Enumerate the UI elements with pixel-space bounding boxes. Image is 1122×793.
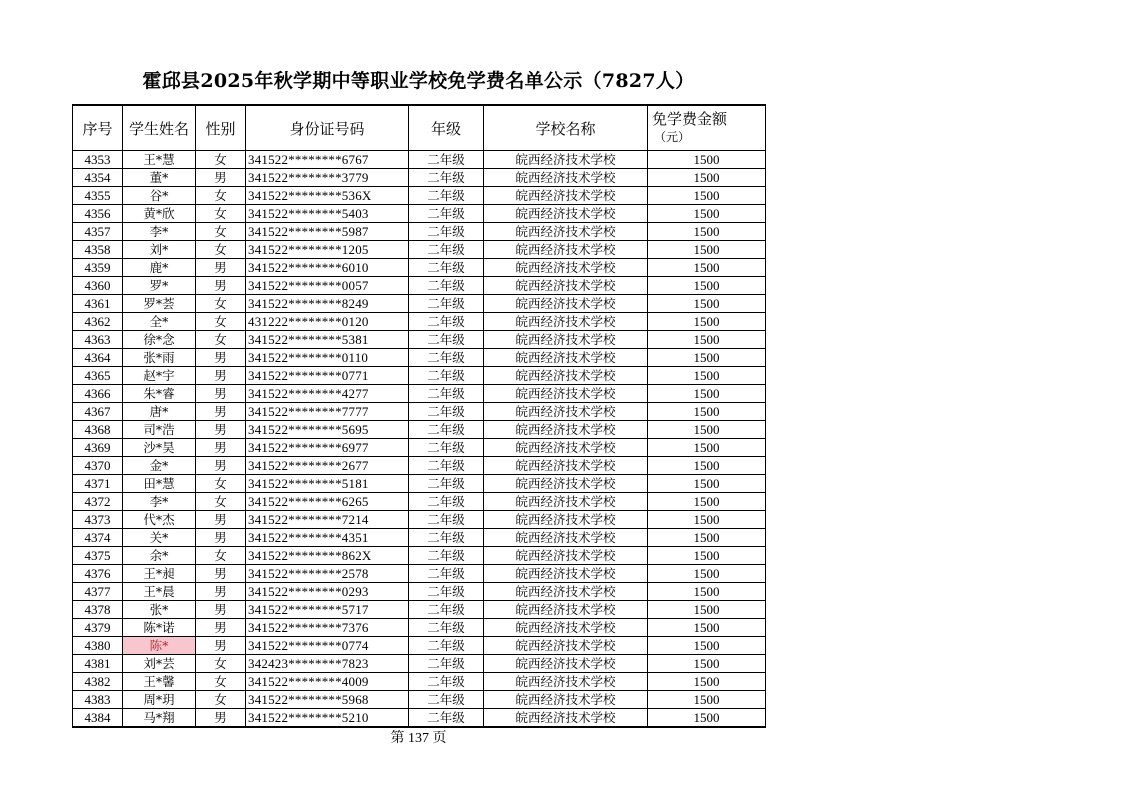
cell-seq: 4383 (73, 691, 123, 709)
cell-amount: 1500 (648, 583, 766, 601)
cell-school: 皖西经济技术学校 (484, 619, 648, 637)
cell-seq: 4384 (73, 709, 123, 728)
cell-student-name: 王*昶 (123, 565, 196, 583)
cell-amount: 1500 (648, 565, 766, 583)
cell-school: 皖西经济技术学校 (484, 529, 648, 547)
cell-student-name: 赵*宇 (123, 367, 196, 385)
cell-grade: 二年级 (409, 619, 484, 637)
cell-gender: 男 (196, 439, 246, 457)
cell-school: 皖西经济技术学校 (484, 367, 648, 385)
table-row (73, 277, 766, 295)
cell-seq: 4377 (73, 583, 123, 601)
cell-id-number: 341522********6010 (246, 259, 409, 277)
cell-gender: 男 (196, 709, 246, 728)
cell-gender: 男 (196, 169, 246, 187)
table-row (73, 673, 766, 691)
cell-seq: 4378 (73, 601, 123, 619)
cell-grade: 二年级 (409, 547, 484, 565)
cell-student-name: 唐* (123, 403, 196, 421)
cell-grade: 二年级 (409, 367, 484, 385)
table-row (73, 169, 766, 187)
table-row (73, 367, 766, 385)
table-row (73, 331, 766, 349)
cell-student-name: 董* (123, 169, 196, 187)
cell-id-number: 342423********7823 (246, 655, 409, 673)
cell-grade: 二年级 (409, 475, 484, 493)
cell-seq: 4362 (73, 313, 123, 331)
cell-seq: 4357 (73, 223, 123, 241)
cell-student-name: 王*馨 (123, 673, 196, 691)
cell-grade: 二年级 (409, 511, 484, 529)
table-header-row (73, 105, 766, 151)
cell-id-number: 341522********7214 (246, 511, 409, 529)
cell-gender: 女 (196, 691, 246, 709)
cell-school: 皖西经济技术学校 (484, 295, 648, 313)
cell-id-number: 431222********0120 (246, 313, 409, 331)
cell-grade: 二年级 (409, 187, 484, 205)
cell-student-name: 王*慧 (123, 151, 196, 169)
cell-seq: 4382 (73, 673, 123, 691)
cell-school: 皖西经济技术学校 (484, 709, 648, 728)
cell-gender: 男 (196, 367, 246, 385)
cell-school: 皖西经济技术学校 (484, 259, 648, 277)
cell-school: 皖西经济技术学校 (484, 151, 648, 169)
cell-amount: 1500 (648, 637, 766, 655)
cell-id-number: 341522********6265 (246, 493, 409, 511)
cell-gender: 男 (196, 583, 246, 601)
cell-amount: 1500 (648, 493, 766, 511)
cell-grade: 二年级 (409, 241, 484, 259)
cell-amount: 1500 (648, 547, 766, 565)
cell-amount: 1500 (648, 169, 766, 187)
cell-amount: 1500 (648, 313, 766, 331)
header-amount (648, 105, 766, 151)
cell-grade: 二年级 (409, 421, 484, 439)
cell-amount: 1500 (648, 421, 766, 439)
cell-grade: 二年级 (409, 565, 484, 583)
cell-gender: 女 (196, 547, 246, 565)
cell-school: 皖西经济技术学校 (484, 691, 648, 709)
cell-student-name: 马*翔 (123, 709, 196, 728)
cell-seq: 4380 (73, 637, 123, 655)
cell-seq: 4370 (73, 457, 123, 475)
cell-seq: 4353 (73, 151, 123, 169)
cell-id-number: 341522********5987 (246, 223, 409, 241)
cell-grade: 二年级 (409, 151, 484, 169)
table-row (73, 385, 766, 403)
cell-amount: 1500 (648, 619, 766, 637)
cell-seq: 4365 (73, 367, 123, 385)
table-row (73, 295, 766, 313)
cell-gender: 女 (196, 205, 246, 223)
cell-amount: 1500 (648, 439, 766, 457)
cell-id-number: 341522********4009 (246, 673, 409, 691)
cell-school: 皖西经济技术学校 (484, 403, 648, 421)
cell-amount: 1500 (648, 709, 766, 728)
cell-id-number: 341522********7376 (246, 619, 409, 637)
cell-gender: 男 (196, 385, 246, 403)
cell-id-number: 341522********6767 (246, 151, 409, 169)
cell-seq: 4372 (73, 493, 123, 511)
cell-id-number: 341522********0771 (246, 367, 409, 385)
cell-amount: 1500 (648, 295, 766, 313)
cell-gender: 女 (196, 313, 246, 331)
cell-amount: 1500 (648, 511, 766, 529)
cell-student-name: 金* (123, 457, 196, 475)
cell-seq: 4359 (73, 259, 123, 277)
cell-school: 皖西经济技术学校 (484, 205, 648, 223)
table-row (73, 439, 766, 457)
table-row (73, 529, 766, 547)
cell-id-number: 341522********862X (246, 547, 409, 565)
cell-grade: 二年级 (409, 259, 484, 277)
cell-amount: 1500 (648, 331, 766, 349)
cell-grade: 二年级 (409, 493, 484, 511)
cell-amount: 1500 (648, 529, 766, 547)
header-grade: 年级 (409, 105, 484, 151)
cell-grade: 二年级 (409, 403, 484, 421)
cell-grade: 二年级 (409, 277, 484, 295)
cell-seq: 4366 (73, 385, 123, 403)
cell-grade: 二年级 (409, 583, 484, 601)
cell-school: 皖西经济技术学校 (484, 187, 648, 205)
cell-seq: 4371 (73, 475, 123, 493)
cell-id-number: 341522********5717 (246, 601, 409, 619)
cell-school: 皖西经济技术学校 (484, 223, 648, 241)
cell-school: 皖西经济技术学校 (484, 493, 648, 511)
cell-grade: 二年级 (409, 637, 484, 655)
cell-id-number: 341522********5181 (246, 475, 409, 493)
table-row (73, 619, 766, 637)
table-row (73, 151, 766, 169)
cell-id-number: 341522********2677 (246, 457, 409, 475)
cell-student-name: 全* (123, 313, 196, 331)
cell-amount: 1500 (648, 403, 766, 421)
cell-school: 皖西经济技术学校 (484, 439, 648, 457)
cell-student-name: 王*晨 (123, 583, 196, 601)
cell-seq: 4363 (73, 331, 123, 349)
cell-amount: 1500 (648, 223, 766, 241)
cell-school: 皖西经济技术学校 (484, 673, 648, 691)
cell-seq: 4369 (73, 439, 123, 457)
table-row (73, 655, 766, 673)
cell-id-number: 341522********7777 (246, 403, 409, 421)
cell-student-name: 陈*诺 (123, 619, 196, 637)
table-row (73, 547, 766, 565)
cell-grade: 二年级 (409, 331, 484, 349)
cell-gender: 男 (196, 349, 246, 367)
cell-amount: 1500 (648, 205, 766, 223)
cell-amount: 1500 (648, 241, 766, 259)
cell-amount: 1500 (648, 187, 766, 205)
table-row (73, 493, 766, 511)
cell-amount: 1500 (648, 457, 766, 475)
cell-grade: 二年级 (409, 349, 484, 367)
cell-grade: 二年级 (409, 691, 484, 709)
header-gender: 性别 (196, 105, 246, 151)
cell-school: 皖西经济技术学校 (484, 277, 648, 295)
table-row (73, 457, 766, 475)
cell-id-number: 341522********1205 (246, 241, 409, 259)
cell-school: 皖西经济技术学校 (484, 601, 648, 619)
cell-gender: 女 (196, 151, 246, 169)
cell-id-number: 341522********2578 (246, 565, 409, 583)
header-amount-label: 免学费金额 (652, 110, 728, 128)
cell-school: 皖西经济技术学校 (484, 637, 648, 655)
cell-gender: 女 (196, 475, 246, 493)
cell-amount: 1500 (648, 673, 766, 691)
page-title: 霍邱县2025年秋学期中等职业学校免学费名单公示（7827人） (142, 70, 695, 92)
header-name: 学生姓名 (123, 105, 196, 151)
cell-gender: 男 (196, 529, 246, 547)
cell-id-number: 341522********5403 (246, 205, 409, 223)
cell-gender: 男 (196, 637, 246, 655)
cell-student-name: 周*玥 (123, 691, 196, 709)
cell-seq: 4373 (73, 511, 123, 529)
cell-school: 皖西经济技术学校 (484, 385, 648, 403)
cell-gender: 女 (196, 331, 246, 349)
cell-school: 皖西经济技术学校 (484, 241, 648, 259)
cell-grade: 二年级 (409, 655, 484, 673)
cell-school: 皖西经济技术学校 (484, 511, 648, 529)
table-row (73, 421, 766, 439)
cell-gender: 男 (196, 511, 246, 529)
cell-id-number: 341522********3779 (246, 169, 409, 187)
cell-id-number: 341522********5381 (246, 331, 409, 349)
table-row (73, 349, 766, 367)
cell-gender: 女 (196, 655, 246, 673)
cell-grade: 二年级 (409, 223, 484, 241)
cell-grade: 二年级 (409, 205, 484, 223)
cell-amount: 1500 (648, 367, 766, 385)
cell-id-number: 341522********0110 (246, 349, 409, 367)
cell-student-name: 李* (123, 493, 196, 511)
cell-grade: 二年级 (409, 529, 484, 547)
cell-school: 皖西经济技术学校 (484, 349, 648, 367)
cell-seq: 4376 (73, 565, 123, 583)
cell-student-name: 陈* (123, 637, 196, 655)
cell-grade: 二年级 (409, 439, 484, 457)
cell-gender: 女 (196, 493, 246, 511)
page-number: 第 137 页 (390, 731, 447, 746)
cell-seq: 4364 (73, 349, 123, 367)
cell-school: 皖西经济技术学校 (484, 655, 648, 673)
cell-amount: 1500 (648, 601, 766, 619)
cell-id-number: 341522********0057 (246, 277, 409, 295)
cell-seq: 4356 (73, 205, 123, 223)
cell-id-number: 341522********5210 (246, 709, 409, 728)
cell-student-name: 关* (123, 529, 196, 547)
cell-gender: 女 (196, 241, 246, 259)
header-id-number: 身份证号码 (246, 105, 409, 151)
cell-student-name: 朱*睿 (123, 385, 196, 403)
cell-student-name: 张* (123, 601, 196, 619)
table-row (73, 205, 766, 223)
header-amount-unit: （元） (654, 130, 691, 144)
cell-student-name: 谷* (123, 187, 196, 205)
cell-grade: 二年级 (409, 457, 484, 475)
table-row (73, 565, 766, 583)
roster-body (73, 151, 766, 728)
cell-id-number: 341522********6977 (246, 439, 409, 457)
cell-gender: 女 (196, 223, 246, 241)
cell-seq: 4358 (73, 241, 123, 259)
cell-amount: 1500 (648, 691, 766, 709)
cell-student-name: 沙*昊 (123, 439, 196, 457)
table-row (73, 475, 766, 493)
table-row (73, 313, 766, 331)
cell-id-number: 341522********8249 (246, 295, 409, 313)
cell-school: 皖西经济技术学校 (484, 583, 648, 601)
cell-seq: 4355 (73, 187, 123, 205)
cell-seq: 4368 (73, 421, 123, 439)
cell-seq: 4381 (73, 655, 123, 673)
cell-gender: 男 (196, 457, 246, 475)
cell-gender: 男 (196, 565, 246, 583)
cell-id-number: 341522********0293 (246, 583, 409, 601)
cell-amount: 1500 (648, 349, 766, 367)
cell-seq: 4375 (73, 547, 123, 565)
cell-grade: 二年级 (409, 385, 484, 403)
cell-school: 皖西经济技术学校 (484, 475, 648, 493)
cell-gender: 男 (196, 259, 246, 277)
cell-gender: 男 (196, 403, 246, 421)
cell-grade: 二年级 (409, 673, 484, 691)
cell-student-name: 黄*欣 (123, 205, 196, 223)
table-row (73, 583, 766, 601)
cell-id-number: 341522********0774 (246, 637, 409, 655)
cell-gender: 女 (196, 673, 246, 691)
table-row (73, 403, 766, 421)
cell-student-name: 刘* (123, 241, 196, 259)
cell-id-number: 341522********5695 (246, 421, 409, 439)
cell-school: 皖西经济技术学校 (484, 421, 648, 439)
cell-grade: 二年级 (409, 601, 484, 619)
cell-gender: 女 (196, 295, 246, 313)
cell-school: 皖西经济技术学校 (484, 169, 648, 187)
cell-seq: 4361 (73, 295, 123, 313)
header-seq: 序号 (73, 105, 123, 151)
table-row (73, 637, 766, 655)
cell-id-number: 341522********4351 (246, 529, 409, 547)
cell-student-name: 罗*荟 (123, 295, 196, 313)
cell-id-number: 341522********5968 (246, 691, 409, 709)
table-row (73, 601, 766, 619)
cell-school: 皖西经济技术学校 (484, 331, 648, 349)
cell-gender: 男 (196, 421, 246, 439)
cell-school: 皖西经济技术学校 (484, 547, 648, 565)
cell-seq: 4354 (73, 169, 123, 187)
cell-student-name: 余* (123, 547, 196, 565)
cell-student-name: 鹿* (123, 259, 196, 277)
cell-id-number: 341522********4277 (246, 385, 409, 403)
cell-seq: 4379 (73, 619, 123, 637)
cell-gender: 男 (196, 277, 246, 295)
cell-amount: 1500 (648, 277, 766, 295)
cell-student-name: 徐*念 (123, 331, 196, 349)
cell-amount: 1500 (648, 655, 766, 673)
cell-grade: 二年级 (409, 709, 484, 728)
cell-gender: 男 (196, 601, 246, 619)
cell-school: 皖西经济技术学校 (484, 313, 648, 331)
cell-amount: 1500 (648, 385, 766, 403)
table-row (73, 259, 766, 277)
cell-student-name: 田*慧 (123, 475, 196, 493)
cell-seq: 4360 (73, 277, 123, 295)
table-row (73, 241, 766, 259)
table-row (73, 709, 766, 728)
cell-grade: 二年级 (409, 295, 484, 313)
cell-gender: 女 (196, 187, 246, 205)
cell-seq: 4374 (73, 529, 123, 547)
cell-student-name: 张*雨 (123, 349, 196, 367)
cell-school: 皖西经济技术学校 (484, 457, 648, 475)
table-row (73, 691, 766, 709)
table-row (73, 223, 766, 241)
cell-grade: 二年级 (409, 313, 484, 331)
roster-table (72, 104, 766, 728)
cell-student-name: 罗* (123, 277, 196, 295)
cell-seq: 4367 (73, 403, 123, 421)
cell-student-name: 司*浩 (123, 421, 196, 439)
cell-student-name: 代*杰 (123, 511, 196, 529)
table-row (73, 187, 766, 205)
cell-student-name: 李* (123, 223, 196, 241)
cell-gender: 男 (196, 619, 246, 637)
cell-school: 皖西经济技术学校 (484, 565, 648, 583)
cell-grade: 二年级 (409, 169, 484, 187)
table-row (73, 511, 766, 529)
cell-amount: 1500 (648, 475, 766, 493)
cell-amount: 1500 (648, 259, 766, 277)
cell-amount: 1500 (648, 151, 766, 169)
cell-student-name: 刘*芸 (123, 655, 196, 673)
cell-id-number: 341522********536X (246, 187, 409, 205)
header-school: 学校名称 (484, 105, 648, 151)
